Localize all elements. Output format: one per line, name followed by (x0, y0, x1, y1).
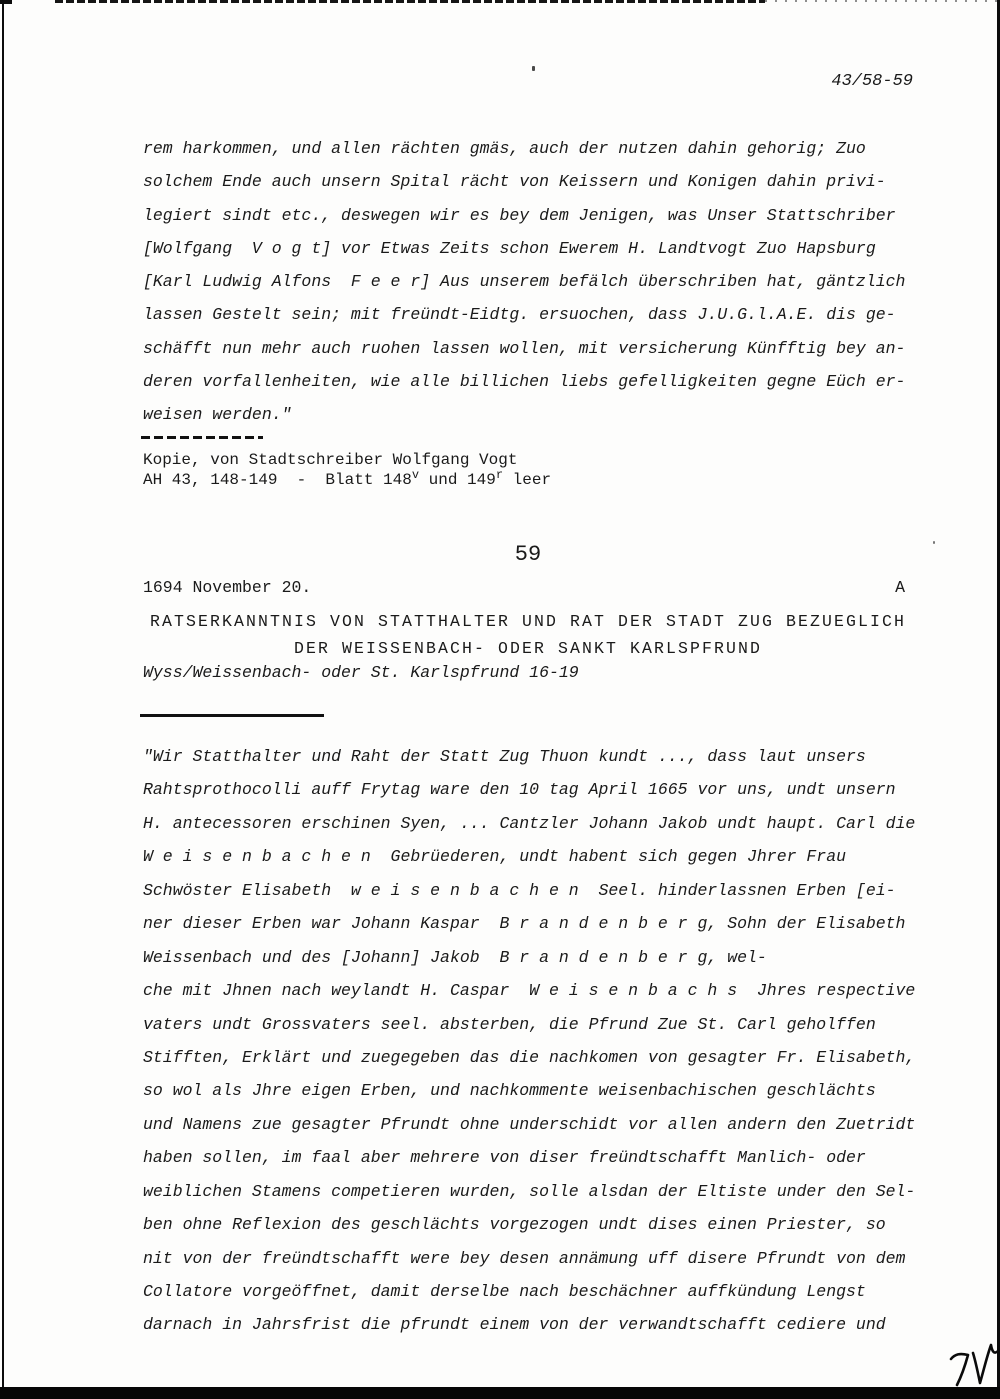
text-line: solchem Ende auch unsern Spital rächt von Keissern und Konigen dahin privi- (143, 172, 886, 192)
text-line: ner dieser Erben war Johann Kaspar B r a n d e n b e r g, Sohn der Elisabeth (143, 914, 906, 934)
folio-superscript-recto: r (495, 467, 504, 482)
text-line: und Namens zue gesagter Pfrundt ohne underschidt vor allen andern den Zuetridt (143, 1114, 916, 1134)
text-line: Weissenbach und des [Johann] Jakob B r a n d e n b e r g, wel- (143, 947, 767, 967)
text-line: weisen werden." (143, 405, 292, 425)
entry-title (143, 609, 913, 662)
text-line: deren vorfallenheiten, wie alle billichen liebs gefelligkeiten gegne Eüch er- (143, 372, 906, 392)
archive-reference (143, 467, 552, 491)
text-line: Schwöster Elisabeth w e i s e n b a c h e n Seel. hinderlassnen Erben [ei- (143, 880, 896, 900)
scan-edge-top-dashed (55, 0, 765, 3)
handwritten-mark (946, 1338, 1000, 1392)
entry-title-line2: DER WEISSENBACH- ODER SANKT KARLSPFRUND (293, 638, 763, 658)
text-line: che mit Jhnen nach weylandt H. Caspar W e i s e n b a c h s Jhres respective (143, 981, 916, 1001)
text-line: schäfft nun mehr auch ruohen lassen wollen, mit versicherung Künfftig bey an- (143, 338, 906, 358)
archive-reference-part2: und 149 (419, 470, 496, 489)
archive-reference-part3: leer (503, 470, 552, 489)
scan-speck (532, 66, 535, 71)
solid-divider (140, 714, 324, 717)
folio-superscript-verso: v (411, 467, 420, 482)
copy-note: Kopie, von Stadtschreiber Wolfgang Vogt (143, 451, 518, 469)
series-letter: A (895, 578, 905, 597)
text-line: "Wir Statthalter und Raht der Statt Zug Thuon kundt ..., dass laut unsers (143, 747, 866, 766)
scan-edge-left (2, 0, 4, 1399)
text-line: W e i s e n b a c h e n Gebrüederen, undt habent sich gegen Jhrer Frau (143, 847, 847, 867)
entry-title-line1: RATSERKANNTNIS VON STATTHALTER UND RAT DER STADT ZUG BEZUEGLICH (149, 612, 907, 631)
text-line: [Karl Ludwig Alfons F e e r] Aus unserem befälch überschriben hat, gäntzlich (143, 272, 906, 292)
text-line: haben sollen, im faal aber mehrere von diser freündtschafft Manlich- oder (143, 1148, 866, 1168)
scan-edge-top-dotted (765, 0, 1000, 2)
continuation-paragraph (143, 132, 943, 432)
text-line: Rahtsprothocolli auff Frytag ware den 10 tag April 1665 vor uns, undt unsern (143, 780, 896, 800)
text-line: weiblichen Stamens competieren wurden, solle alsdan der Eltiste under den Sel- (143, 1181, 916, 1201)
text-line: vaters undt Grossvaters seel. absterben, die Pfrund Zue St. Carl geholffen (143, 1014, 876, 1034)
fonds-reference: Wyss/Weissenbach- oder St. Karlspfrund 16-19 (143, 663, 579, 682)
text-line: legiert sindt etc., deswegen wir es bey dem Jenigen, was Unser Stattschriber (143, 205, 896, 225)
entry-number: 59 (514, 542, 542, 567)
text-line: so wol als Jhre eigen Erben, und nachkommente weisenbachischen geschlächts (143, 1081, 876, 1101)
text-line: Collatore vorgeöffnet, damit derselbe nach beschächner auffkündung Lengst (143, 1282, 866, 1301)
text-line: lassen Gestelt sein; mit freündt-Eidtg. ersuochen, dass J.U.G.l.A.E. dis ge- (143, 305, 896, 325)
scan-edge-bottom (0, 1387, 1000, 1399)
text-line: darnach in Jahrsfrist die pfrundt einem von der verwandtschafft cediere und (143, 1315, 886, 1335)
dashed-divider (141, 436, 263, 439)
date-row (143, 577, 913, 598)
text-line: Stifften, Erklärt und zuegegeben das die nachkomen von gesagter Fr. Elisabeth, (143, 1047, 916, 1067)
quoted-paragraph (143, 740, 943, 1342)
text-line: rem harkommen, und allen rächten gmäs, auch der nutzen dahin gehorig; Zuo (143, 139, 866, 158)
entry-date: 1694 November 20. (143, 578, 312, 597)
archive-reference-part1: AH 43, 148-149 - Blatt 148 (143, 470, 412, 489)
scan-speck (933, 541, 935, 544)
text-line: ben ohne Reflexion des geschlächts vorgezogen undt dises einen Priester, so (143, 1215, 886, 1235)
text-line: H. antecessoren erschinen Syen, ... Cantzler Johann Jakob undt haupt. Carl die (143, 813, 916, 833)
folio-number: 43/58-59 (831, 72, 913, 91)
text-line: nit von der freündtschafft were bey desen annämung uff disere Pfrundt von dem (143, 1248, 906, 1268)
source-note (143, 451, 551, 491)
text-line: [Wolfgang V o g t] vor Etwas Zeits schon Ewerem H. Landtvogt Zuo Hapsburg (143, 238, 876, 258)
